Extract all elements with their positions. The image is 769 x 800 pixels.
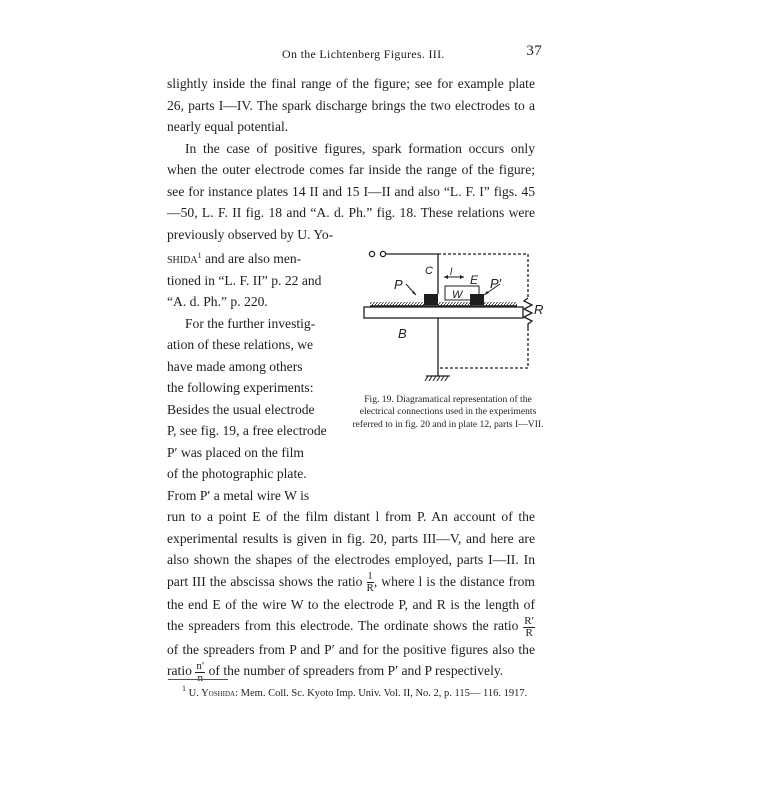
label-r: R (534, 302, 544, 317)
electrode-p (424, 294, 438, 305)
ground-hatch-icon (425, 376, 448, 381)
footnote-citation: : Mem. Coll. Sc. Kyoto Imp. Univ. Vol. II, No. 2, p. 115— 116. 1917. (235, 688, 528, 699)
dashed-wire-bottom (438, 328, 528, 368)
fraction-numerator: R′ (524, 614, 534, 627)
running-header (250, 42, 542, 64)
wrap-line: P′ was placed on the film (167, 444, 304, 460)
footnote-ref: 1 (197, 251, 202, 260)
wrap-line: have made among others (167, 358, 303, 374)
paragraph-2 (167, 138, 535, 246)
label-b: B (398, 326, 407, 341)
wrap-line: From P′ a metal wire W is (167, 487, 310, 503)
fraction-nprime-over-n (195, 661, 205, 684)
fraction-numerator: l (367, 571, 374, 583)
resistor-icon (524, 298, 532, 328)
continuation-text: run to a point E of the film distant l from P. An account of the experimental results is given in fig. 20, parts III—V, and here are also shown the shapes of the electrodes employed, parts I—II. In part III the abscissa shows the ratio (167, 509, 535, 589)
arrow-head-icon (460, 275, 464, 279)
arrow-head-icon (444, 275, 448, 279)
label-l: l (450, 267, 453, 278)
terminal-icon (369, 251, 374, 256)
fraction-denominator: R (366, 581, 374, 594)
label-e: E (470, 273, 479, 287)
circuit-diagram (352, 236, 542, 386)
wrap-line: tioned in “L. F. II” p. 22 and (167, 272, 322, 288)
fraction-numerator: n′ (196, 659, 205, 672)
electrode-pprime (470, 294, 484, 305)
running-title: On the Lichtenberg Figures. III. (282, 47, 445, 61)
label-c: C (425, 265, 433, 277)
label-w: W (452, 289, 463, 301)
wrap-line-text: and are also men- (201, 251, 302, 266)
paragraph-3-continuation (167, 506, 535, 684)
fraction-denominator: n (197, 671, 204, 684)
label-p: P (394, 277, 403, 292)
label-pprime: P′ (490, 276, 502, 291)
continuation-text: of the spreaders from P and P′ and for the positive figures also the ratio (167, 641, 535, 679)
wrap-line: the following experiments: (167, 380, 314, 395)
wrap-line: ation of these relations, we (167, 337, 314, 352)
terminal-icon (380, 251, 385, 256)
fraction-rprime-over-r (523, 616, 535, 639)
continuation-text: of the number of spreaders from P′ and P respectively. (205, 663, 504, 679)
wrap-line: “A. d. Ph.” p. 220. (167, 294, 268, 309)
figure-caption: Fig. 19. Diagramatical representation of the electrical connections used in the experiments referred to in fig. 20 and in plate 12, parts I—VII. (352, 394, 544, 430)
wrap-line: of the photographic plate. (167, 466, 307, 481)
wrap-line (167, 245, 349, 270)
footnote (168, 682, 538, 701)
paragraph-2-text: In the case of positive figures, spark formation occurs only when the outer electrode comes far inside the range of the figure; see for instance plates 14 II and 15 I—II and also “L. F. I” figs. 45—50, L. F. II fig. 18 and “A. d. Ph.” fig. 18. These relations were previously observed by U. Yo- (167, 140, 535, 242)
footnote-rule (168, 679, 228, 680)
wrapped-column (167, 245, 349, 506)
wrap-line: Besides the usual electrode (167, 401, 315, 417)
footnote-mark: 1 (182, 684, 186, 693)
footnote-author: U. Yoshida (188, 688, 236, 699)
page-number: 37 (526, 43, 542, 59)
continuation-text: , where l is the distance from the end E of the wire W to the electrode P, and R is the length of the spreaders from this electrode. The ordinate shows the ratio (167, 573, 535, 634)
paragraph-1: slightly inside the final range of the figure; see for example plate 26, parts I—IV. The spark discharge brings the two electrodes to a nearly equal potential. (167, 76, 535, 134)
plate-hatching (370, 302, 517, 306)
footnote-text (168, 682, 538, 701)
fraction-l-over-r (367, 571, 374, 594)
fraction-denominator: R (525, 626, 533, 639)
glass-plate (364, 307, 523, 318)
wrap-line: For the further investig- (185, 315, 316, 331)
wrap-line: P, see fig. 19, a free electrode (167, 423, 327, 438)
author-small-caps: shida (167, 251, 198, 266)
